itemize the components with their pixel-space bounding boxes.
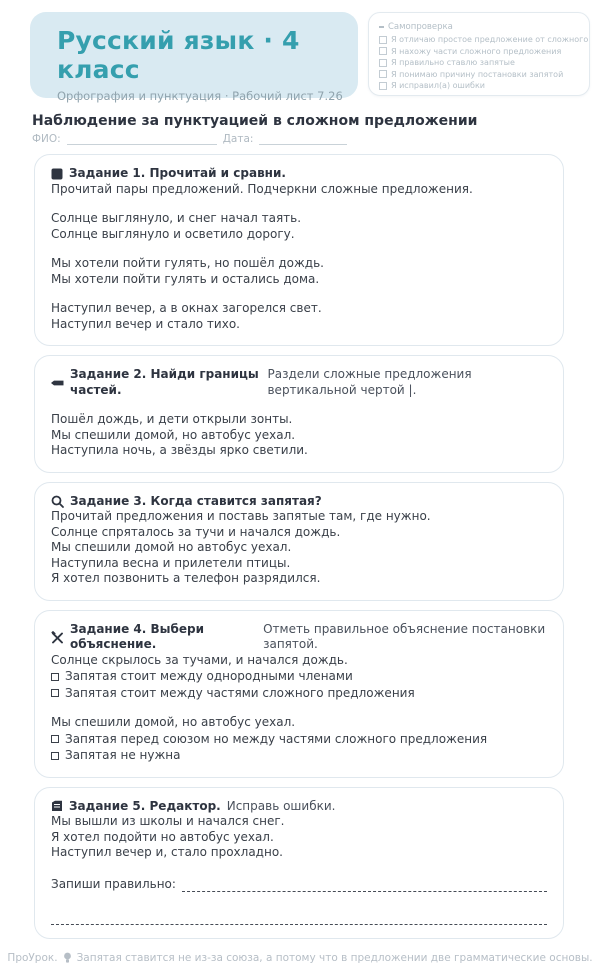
sentence[interactable]: Мы спешили домой но автобус уехал. bbox=[51, 540, 292, 554]
task-intro: Прочитай предложения и поставь запятые там, где нужно. bbox=[51, 509, 431, 523]
self-check-item bbox=[379, 70, 579, 79]
task-card-2 bbox=[34, 355, 564, 473]
sentence[interactable]: Наступил вечер, а в окнах загорелся свет. bbox=[51, 301, 322, 315]
footer-tip: Запятая ставится не из-за союза, а потому что в предложении две грамматические основы. bbox=[76, 952, 593, 964]
course-subtitle: Орфография и пунктуация · Рабочий лист 7.26 bbox=[57, 89, 343, 103]
checkbox-icon[interactable] bbox=[379, 82, 387, 90]
book-icon bbox=[51, 168, 63, 180]
sentence[interactable]: Солнце выглянуло и осветило дорогу. bbox=[51, 226, 295, 241]
main-content bbox=[0, 113, 600, 939]
write-label: Запиши правильно: bbox=[51, 876, 176, 891]
sentence[interactable]: Мы вышли из школы и начался снег. bbox=[51, 814, 285, 828]
task-title: Задание 3. Когда ставится запятая? bbox=[70, 493, 322, 508]
task-card-4 bbox=[34, 610, 564, 778]
self-check-item bbox=[379, 81, 579, 90]
sentence[interactable]: Мы хотели пойти гулять, но пошёл дождь. bbox=[51, 256, 324, 270]
pencil-icon bbox=[51, 377, 64, 389]
option-label: Запятая стоит между однородными членами bbox=[65, 669, 353, 683]
sentence[interactable]: Мы спешили домой, но автобус уехал. bbox=[51, 427, 296, 442]
self-check-title: Самопроверка bbox=[388, 22, 453, 32]
sentence[interactable]: Наступил вечер и, стало прохладно. bbox=[51, 845, 283, 859]
answer-option[interactable] bbox=[51, 669, 547, 685]
checkbox-icon[interactable] bbox=[379, 70, 387, 78]
search-icon bbox=[51, 495, 64, 508]
sentence[interactable]: Наступила весна и прилетели птицы. bbox=[51, 555, 291, 570]
lightbulb-icon bbox=[63, 952, 72, 964]
task-card-3 bbox=[34, 482, 564, 601]
sentence[interactable]: Я хотел подойти но автобус уехал. bbox=[51, 829, 274, 844]
task-intro: Прочитай пары предложений. Подчеркни сложные предложения. bbox=[51, 181, 473, 196]
option-label: Запятая не нужна bbox=[65, 748, 181, 762]
task-title: Задание 4. Выбери объяснение. bbox=[70, 621, 205, 651]
sentence[interactable]: Солнце выглянуло, и снег начал таять. bbox=[51, 211, 302, 225]
header bbox=[0, 0, 600, 103]
page-title: Наблюдение за пунктуацией в сложном предложении bbox=[32, 113, 478, 129]
checkbox-icon[interactable] bbox=[379, 47, 387, 55]
answer-line[interactable] bbox=[51, 914, 547, 925]
checkbox-icon[interactable] bbox=[51, 752, 59, 760]
task-instruction: Отметь правильное объяснение постановки запятой. bbox=[263, 621, 546, 651]
self-check-label: Я понимаю причину постановки запятой bbox=[391, 69, 564, 79]
task-title: Задание 2. Найди границы частей. bbox=[70, 367, 259, 397]
task-title: Задание 5. Редактор. bbox=[69, 798, 221, 813]
self-check-card bbox=[368, 12, 590, 96]
document-icon bbox=[51, 800, 63, 812]
brand-card bbox=[30, 12, 358, 103]
footer bbox=[0, 952, 600, 964]
checkbox-icon[interactable] bbox=[51, 735, 59, 743]
option-label: Запятая стоит между частями сложного предложения bbox=[65, 685, 415, 700]
sentence[interactable]: Солнце спряталось за тучи и начался дождь. bbox=[51, 524, 341, 539]
dash-bullet-icon bbox=[379, 26, 384, 28]
self-check-item bbox=[379, 35, 589, 44]
self-check-label: Я отличаю простое предложение от сложного bbox=[391, 35, 589, 44]
sentence[interactable]: Мы хотели пойти гулять и остались дома. bbox=[51, 271, 320, 286]
date-field[interactable] bbox=[259, 135, 347, 145]
self-check-item bbox=[379, 47, 579, 56]
checkbox-icon[interactable] bbox=[51, 673, 59, 681]
self-check-label: Я правильно ставлю запятые bbox=[391, 58, 515, 67]
tools-icon bbox=[51, 631, 64, 644]
checkbox-icon[interactable] bbox=[379, 36, 387, 44]
task-instruction: Исправь ошибки. bbox=[226, 798, 336, 813]
self-check-item bbox=[379, 58, 579, 67]
sentence[interactable]: Наступил вечер и стало тихо. bbox=[51, 316, 240, 331]
answer-line[interactable] bbox=[182, 881, 547, 892]
sentence[interactable]: Наступила ночь, а звёзды ярко светили. bbox=[51, 443, 308, 457]
name-date-row bbox=[32, 133, 568, 145]
answer-option[interactable] bbox=[51, 732, 547, 748]
task-card-1 bbox=[34, 154, 564, 346]
sentence[interactable]: Я хотел позвонить а телефон разрядился. bbox=[51, 571, 321, 585]
task-card-5 bbox=[34, 787, 564, 940]
brand-name: ПроУрок. bbox=[7, 952, 58, 964]
answer-option[interactable] bbox=[51, 748, 547, 764]
self-check-label: Я исправил(а) ошибки bbox=[391, 81, 486, 90]
fio-field[interactable] bbox=[67, 135, 217, 145]
sentence: Мы спешили домой, но автобус уехал. bbox=[51, 715, 296, 729]
fio-label: ФИО: bbox=[32, 133, 61, 145]
checkbox-icon[interactable] bbox=[379, 59, 387, 67]
task-title: Задание 1. Прочитай и сравни. bbox=[69, 166, 286, 180]
checkbox-icon[interactable] bbox=[51, 689, 59, 697]
task-instruction: Раздели сложные предложения вертикальной чертой |. bbox=[267, 367, 472, 397]
course-title: Русский язык · 4 класс bbox=[57, 26, 300, 84]
sentence[interactable]: Пошёл дождь, и дети открыли зонты. bbox=[51, 412, 293, 426]
option-label: Запятая перед союзом но между частями сложного предложения bbox=[65, 731, 488, 746]
sentence: Солнце скрылось за тучами, и начался дождь. bbox=[51, 652, 348, 667]
date-label: Дата: bbox=[222, 133, 254, 145]
answer-option[interactable] bbox=[51, 686, 547, 702]
self-check-label: Я нахожу части сложного предложения bbox=[391, 46, 562, 56]
